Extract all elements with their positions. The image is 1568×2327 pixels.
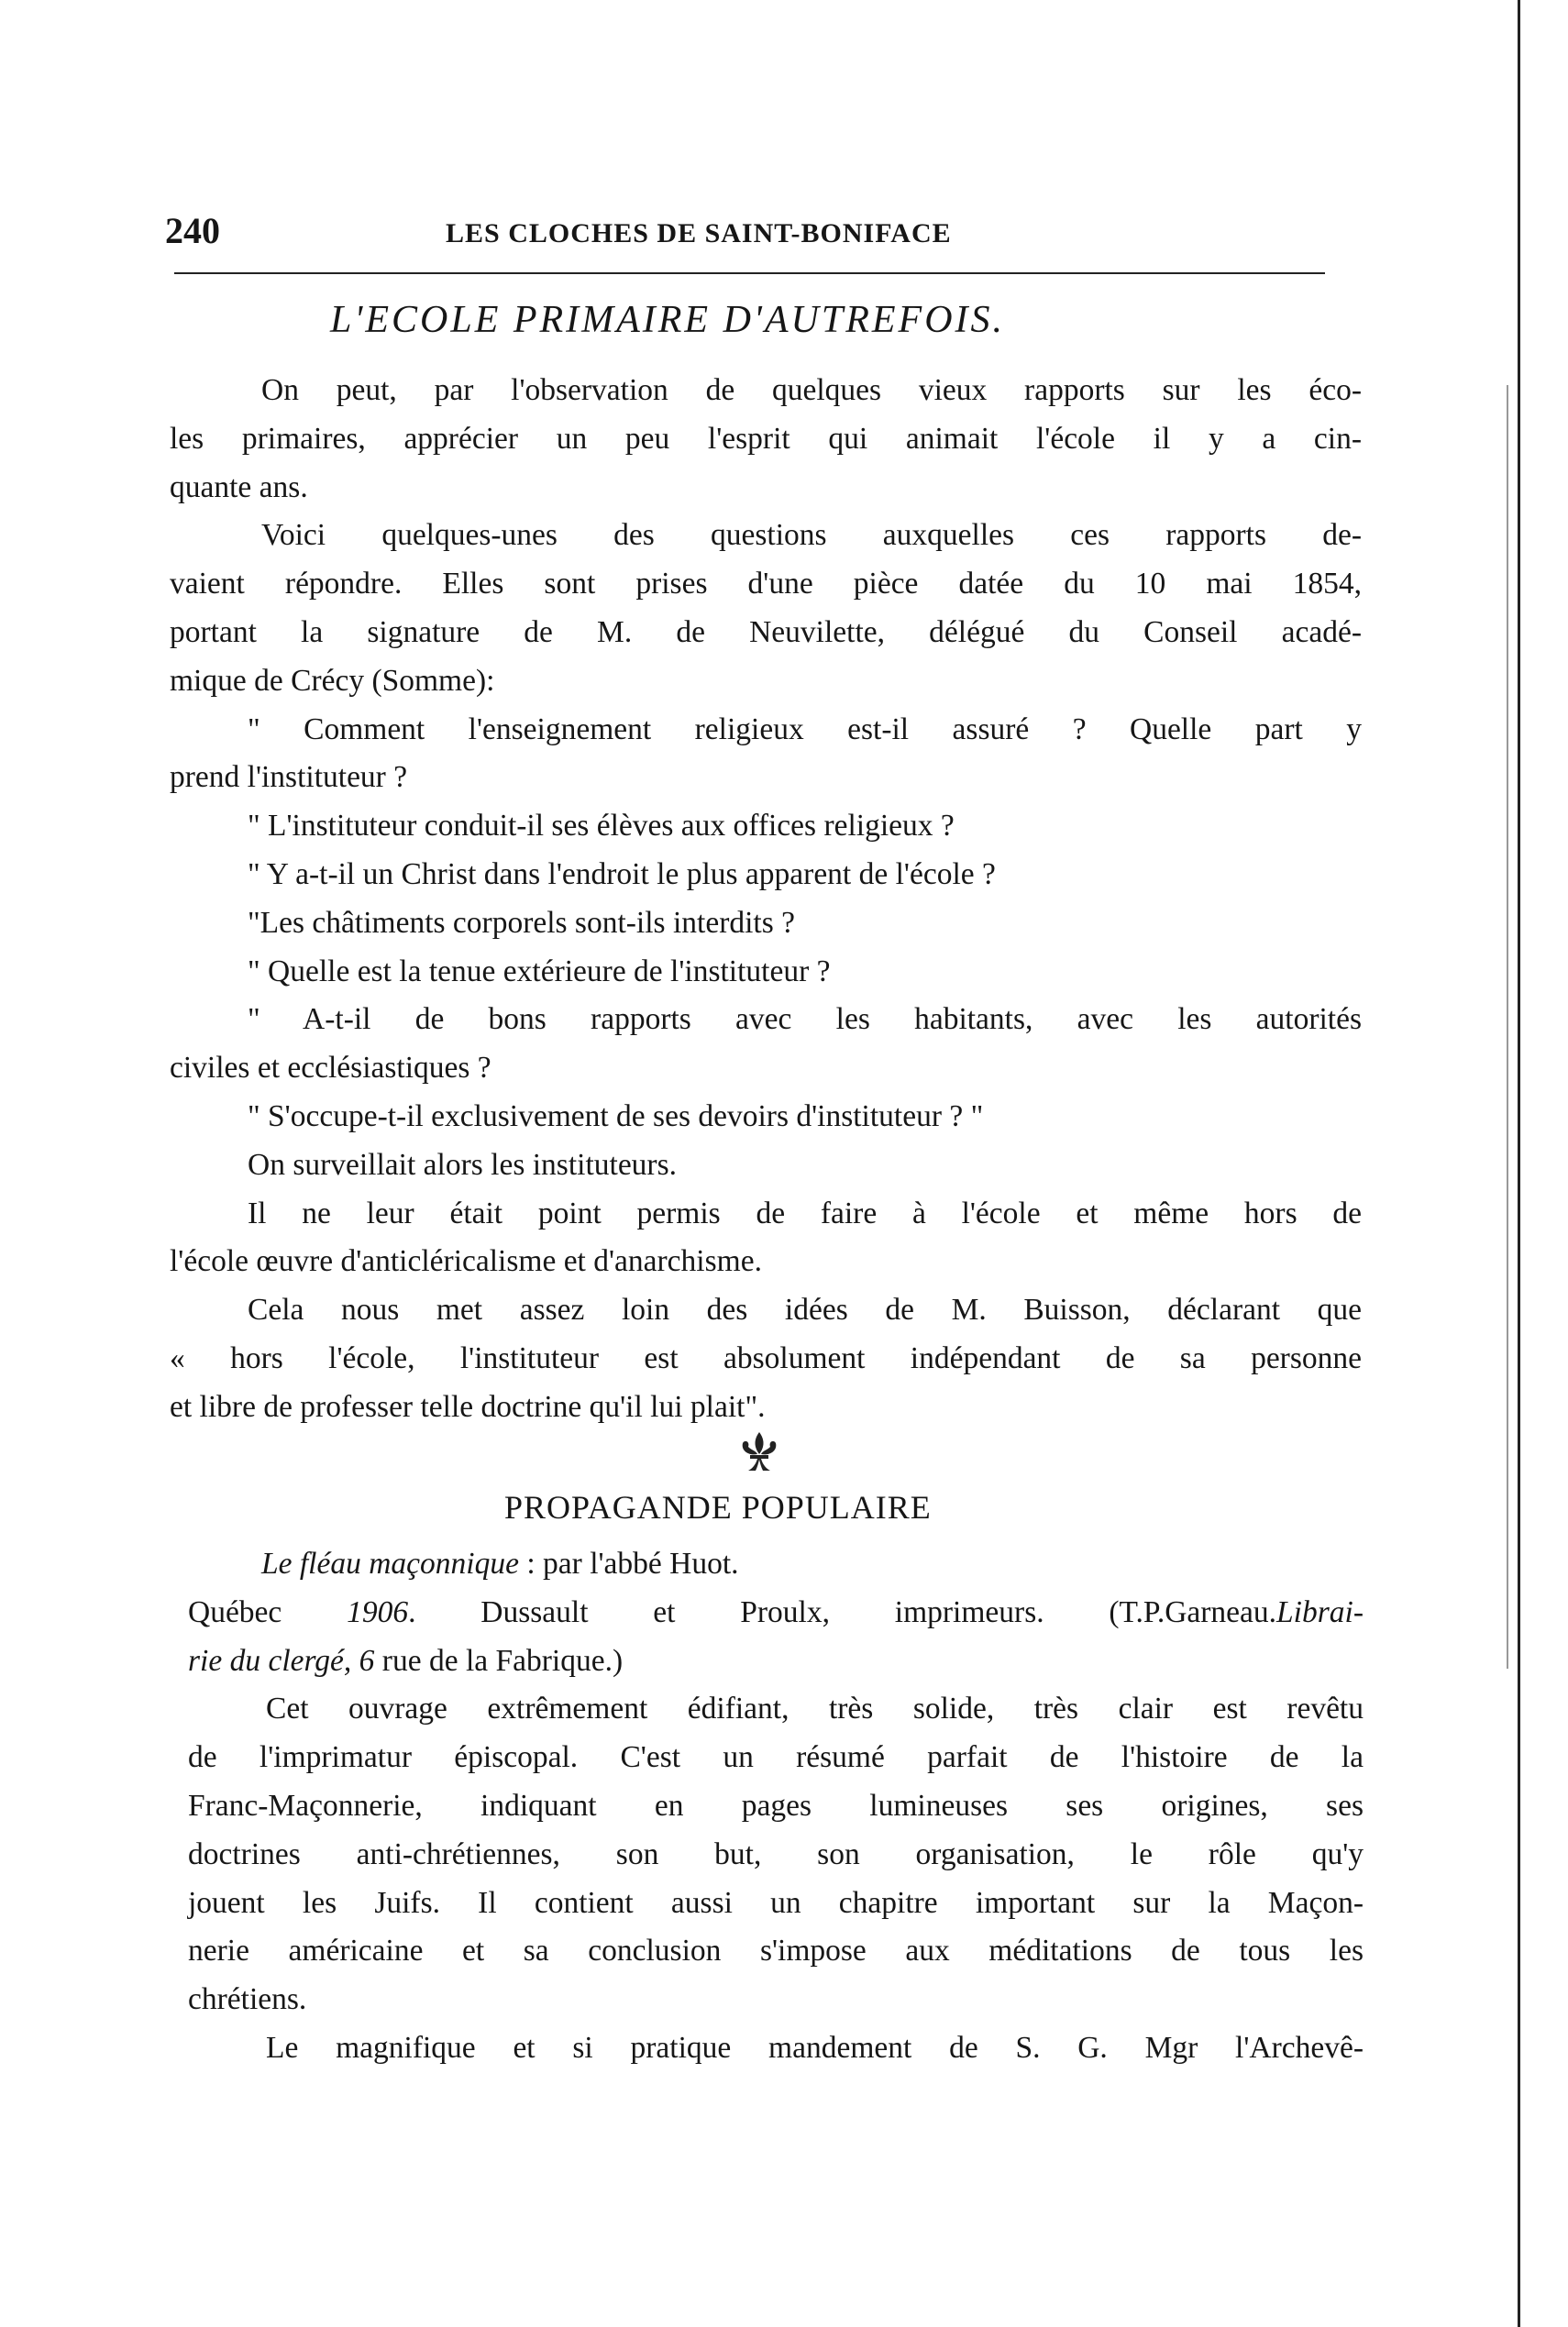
publication-line-2 [188, 1638, 1364, 1686]
text-line: " L'instituteur conduit-il ses élèves aux offices religieux ? [248, 809, 955, 844]
text-line: jouent les Juifs. Il contient aussi un chapitre important sur la Maçon- [188, 1885, 1364, 1920]
text-line: civiles et ecclésiastiques ? [170, 1051, 491, 1086]
text-line: " Comment l'enseignement religieux est-il assuré ? Quelle part y [248, 711, 1362, 746]
text-line: vaient répondre. Elles sont prises d'une pièce datée du 10 mai 1854, [170, 567, 1362, 601]
text-line: doctrines anti-chrétiennes, son but, son organisation, le rôle qu'y [188, 1836, 1364, 1871]
fleur-de-lis-icon [735, 1428, 783, 1476]
text-line: Voici quelques-unes des questions auxquelles ces rapports de- [261, 518, 1362, 553]
text-line: On surveillait alors les instituteurs. [248, 1147, 678, 1182]
text-line: Franc-Maçonnerie, indiquant en pages lumineuses ses origines, ses [188, 1788, 1364, 1823]
page-edge-line [1518, 0, 1520, 2327]
section-title-ecole: L'ECOLE PRIMAIRE D'AUTREFOIS. [330, 299, 1006, 341]
pub-address: rue de la Fabrique.) [374, 1643, 624, 1678]
text-line: "Les châtiments corporels sont-ils interdits ? [248, 905, 795, 940]
text-line: Il ne leur était point permis de faire à l'école et même hors de [248, 1196, 1362, 1230]
text-line: mique de Crécy (Somme): [170, 663, 495, 698]
text-line: prend l'instituteur ? [170, 760, 408, 795]
text-line: nerie américaine et sa conclusion s'impose aux méditations de tous les [188, 1934, 1364, 1969]
text-line: et libre de professer telle doctrine qu'il lui plait". [170, 1389, 766, 1424]
text-line: Le magnifique et si pratique mandement de S. G. Mgr l'Archevê- [266, 2030, 1364, 2065]
text-line: chrétiens. [188, 1982, 307, 2017]
pub-librairie: Librai- [1276, 1594, 1364, 1629]
publication-line [188, 1589, 1364, 1638]
book-title: Le fléau maçonnique [261, 1547, 519, 1581]
header-rule [174, 272, 1325, 274]
text-line: l'école œuvre d'anticléricalisme et d'anarchisme. [170, 1244, 762, 1279]
book-citation-line [188, 1540, 1364, 1589]
page-edge-shadow [1507, 385, 1508, 1669]
text-line: « hors l'école, l'instituteur est absolument indépendant de sa personne [170, 1340, 1362, 1375]
section-body-ecole [170, 367, 1362, 1432]
text-line: de l'imprimatur épiscopal. C'est un résumé parfait de l'histoire de la [188, 1740, 1364, 1775]
text-line: Cela nous met assez loin des idées de M. Buisson, déclarant que [248, 1293, 1362, 1328]
text-line: quante ans. [170, 469, 308, 504]
text-line: On peut, par l'observation de quelques vieux rapports sur les éco- [261, 373, 1362, 407]
text-line: portant la signature de M. de Neuvilette, délégué du Conseil acadé- [170, 614, 1362, 649]
section-title-propagande: PROPAGANDE POPULAIRE [504, 1489, 932, 1526]
pub-clerge: rie du clergé, 6 [188, 1643, 375, 1678]
text-line: " A-t-il de bons rapports avec les habitants, avec les autorités [248, 1002, 1362, 1037]
book-byline: : par l'abbé Huot. [518, 1547, 739, 1581]
running-head: LES CLOCHES DE SAINT-BONIFACE [446, 218, 952, 248]
page-number: 240 [165, 210, 220, 251]
text-line: Cet ouvrage extrêmement édifiant, très solide, très clair est revêtu [266, 1692, 1364, 1726]
text-line: " S'occupe-t-il exclusivement de ses devoirs d'instituteur ? " [248, 1098, 984, 1133]
text-line: " Quelle est la tenue extérieure de l'instituteur ? [248, 954, 831, 988]
pub-year: 1906 [347, 1594, 409, 1629]
pub-place: Québec [188, 1594, 348, 1629]
pub-printer: . Dussault et Proulx, imprimeurs. (T.P.Garneau. [408, 1594, 1277, 1629]
text-line: les primaires, apprécier un peu l'esprit qui animait l'école il y a cin- [170, 421, 1362, 456]
section-body-propagande [188, 1540, 1364, 2073]
page-header [165, 209, 1330, 264]
text-line: " Y a-t-il un Christ dans l'endroit le plus apparent de l'école ? [248, 856, 996, 891]
